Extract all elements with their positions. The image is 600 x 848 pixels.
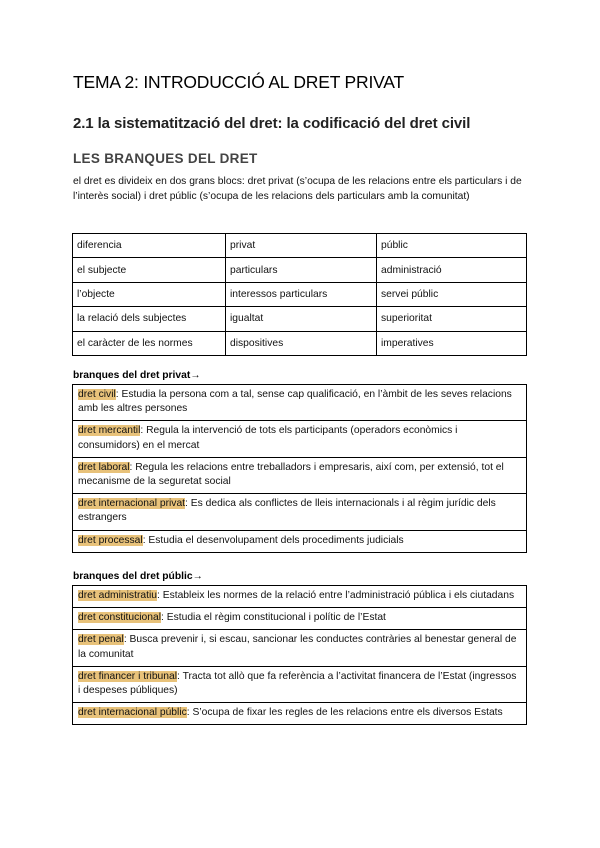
branch-term: dret laboral <box>78 461 130 473</box>
table-cell: dispositives <box>226 331 377 355</box>
table-cell: igualtat <box>226 307 377 331</box>
branch-term: dret constitucional <box>78 612 161 624</box>
branch-cell <box>73 421 527 457</box>
table-cell: administració <box>377 258 527 282</box>
branch-description: : Estableix les normes de la relació entre l’administració pública i els ciutadans <box>156 590 515 601</box>
table-cell: servei públic <box>377 282 527 306</box>
public-branches-table <box>72 585 527 725</box>
table-row <box>73 258 527 282</box>
private-branches-label <box>73 370 201 381</box>
private-branches-label-text: branques del dret privat <box>73 370 191 381</box>
table-row <box>73 282 527 306</box>
table-cell: imperatives <box>377 331 527 355</box>
branch-cell <box>73 703 527 725</box>
table-row <box>73 234 527 258</box>
branch-description: : Es dedica als conflictes de lleis internacionals i al règim jurídic dels estrangers <box>78 498 496 524</box>
branch-description: : Busca prevenir i, si escau, sancionar les conductes contràries al benestar general de la comunitat <box>78 634 517 660</box>
table-cell: interessos particulars <box>226 282 377 306</box>
branch-term: dret mercantil <box>78 425 141 437</box>
branch-term: dret civil <box>78 389 116 400</box>
table-cell: el subjecte <box>73 258 226 282</box>
comparison-table <box>72 233 527 356</box>
branch-cell <box>73 530 527 552</box>
section-heading: LES BRANQUES DEL DRET <box>73 151 258 166</box>
table-row <box>73 586 527 608</box>
table-cell: el caràcter de les normes <box>73 331 226 355</box>
branch-description: : Estudia la persona com a tal, sense cap qualificació, en l’àmbit de les seves relacions amb les altres persones <box>78 389 512 415</box>
table-row <box>73 307 527 331</box>
table-cell: privat <box>226 234 377 258</box>
public-branches-label-text: branques del dret públic <box>73 571 193 582</box>
branch-cell <box>73 630 527 666</box>
table-row <box>73 608 527 630</box>
table-row <box>73 630 527 666</box>
table-cell: diferencia <box>73 234 226 258</box>
branch-description: : Estudia el desenvolupament dels procediments judicials <box>142 534 404 546</box>
branch-description: : Tracta tot allò que fa referència a l’activitat financera de l’Estat (ingressos i despeses públiques) <box>78 670 517 697</box>
table-cell: la relació dels subjectes <box>73 307 226 331</box>
branch-description: : S’ocupa de fixar les regles de les relacions entre els diversos Estats <box>186 707 503 719</box>
table-row <box>73 421 527 457</box>
arrow-icon: → <box>192 571 203 582</box>
branch-cell <box>73 586 527 608</box>
branch-cell <box>73 494 527 530</box>
branch-description: : Regula les relacions entre treballadors i empresaris, així com, per extensió, tot el mecanisme de la seguretat social <box>78 461 504 488</box>
table-row <box>73 385 527 421</box>
table-row <box>73 457 527 493</box>
intro-paragraph: el dret es divideix en dos grans blocs: dret privat (s’ocupa de les relacions entre els particulars i de l’interès social) i dret públic (s’ocupa de les relacions dels particulars amb la comunitat) <box>73 176 522 202</box>
table-row <box>73 666 527 702</box>
branch-cell <box>73 385 527 421</box>
branch-cell <box>73 608 527 630</box>
table-cell: públic <box>377 234 527 258</box>
page-subtitle: 2.1 la sistematització del dret: la codificació del dret civil <box>73 115 471 132</box>
table-row <box>73 530 527 552</box>
branch-term: dret administratiu <box>78 590 157 601</box>
table-cell: superioritat <box>377 307 527 331</box>
public-branches-label <box>73 571 203 582</box>
branch-description: : Regula la intervenció de tots els participants (operadors econòmics i consumidors) en el mercat <box>78 425 458 451</box>
page-title: TEMA 2: INTRODUCCIÓ AL DRET PRIVAT <box>73 72 404 92</box>
branch-cell <box>73 457 527 493</box>
table-row <box>73 494 527 530</box>
table-row <box>73 331 527 355</box>
branch-cell <box>73 666 527 702</box>
branch-term: dret internacional públic <box>78 707 187 719</box>
branch-term: dret penal <box>78 634 124 646</box>
branch-term: dret processal <box>78 534 143 546</box>
table-row <box>73 703 527 725</box>
arrow-icon: → <box>190 370 201 381</box>
table-cell: l’objecte <box>73 282 226 306</box>
branch-term: dret financer i tribunal <box>78 670 178 682</box>
table-cell: particulars <box>226 258 377 282</box>
branch-term: dret internacional privat <box>78 498 186 510</box>
branch-description: : Estudia el règim constitucional i polític de l’Estat <box>161 612 386 624</box>
private-branches-table <box>72 384 527 553</box>
